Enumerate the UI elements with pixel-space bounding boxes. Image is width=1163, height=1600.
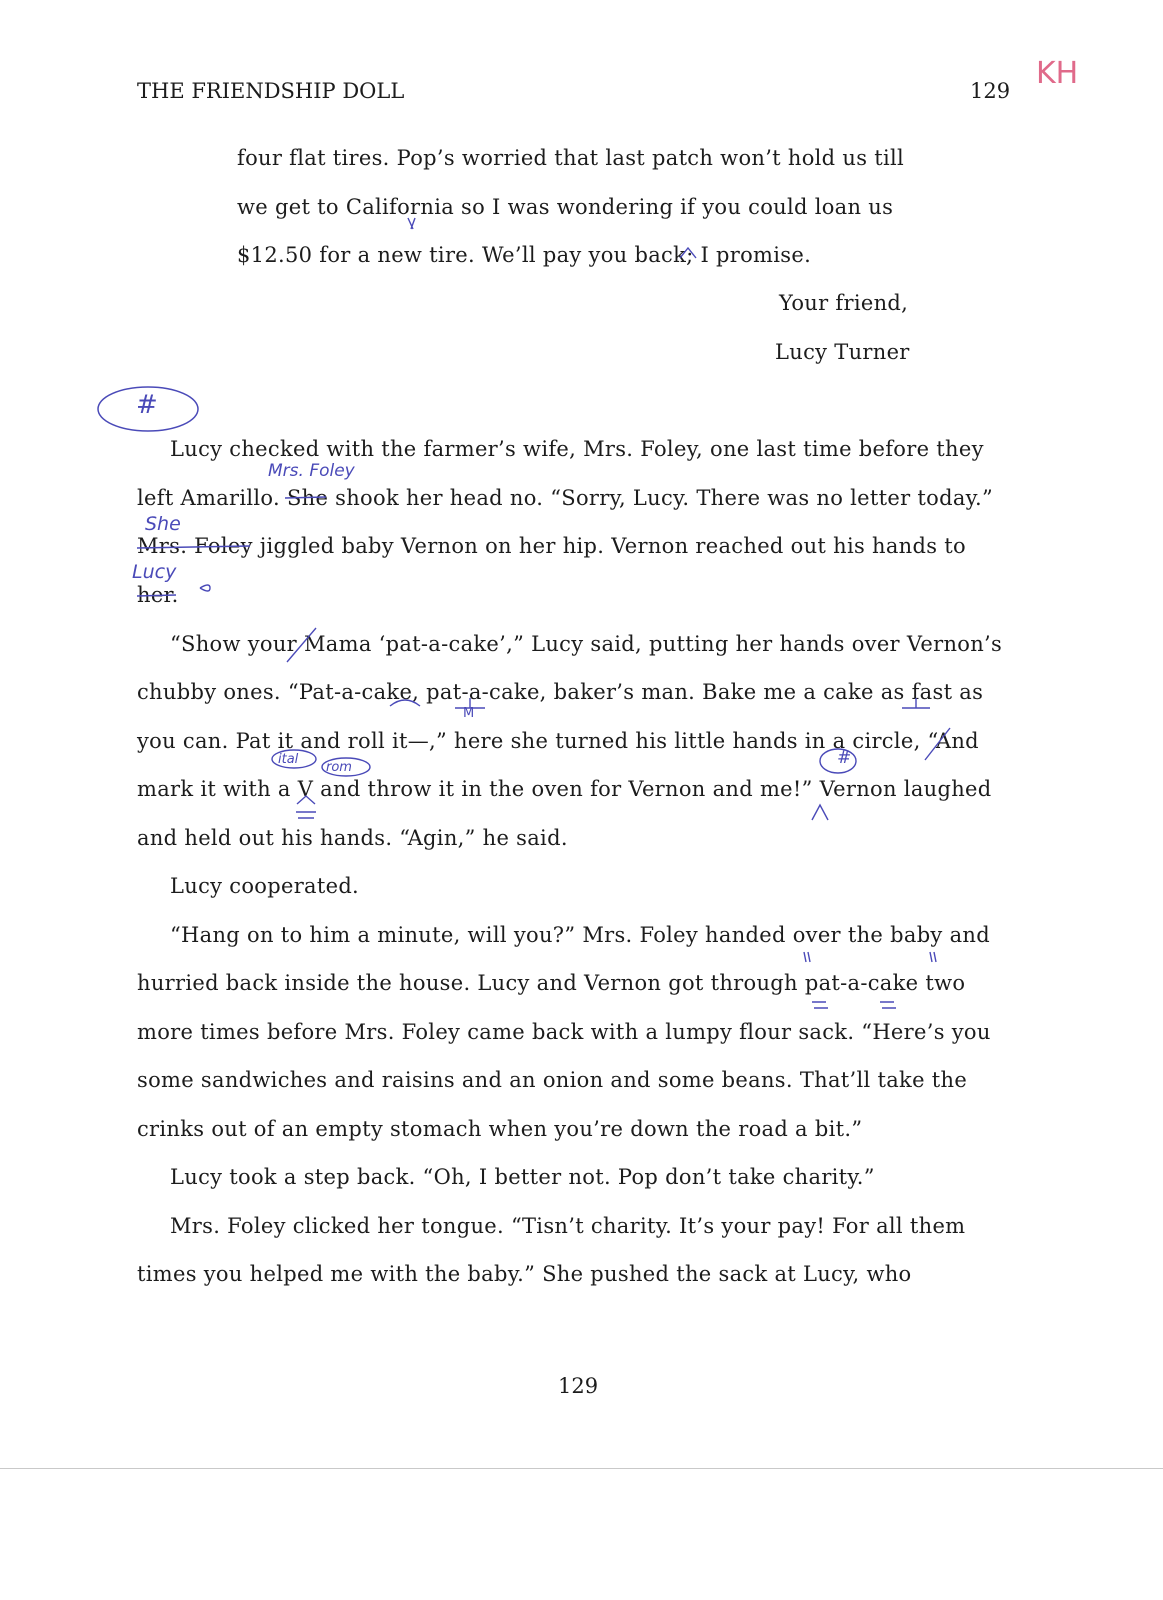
body-line-5: “Show your Mama ‘pat-a-cake’,” Lucy said, putting her hands over Vernon’s [170,632,1003,656]
letter-signature: Lucy Turner [775,340,910,364]
body-line-14: some sandwiches and raisins and an onion and some beans. That’ll take the [137,1068,968,1092]
scan-edge-line [0,1468,1163,1469]
em-dash-mark: M [463,706,475,721]
insert-she: She [145,513,181,535]
body-line-3: Mrs. Foley jiggled baby Vernon on her hip. Vernon reached out his hands to [137,534,966,558]
body-line-17: Mrs. Foley clicked her tongue. “Tisn’t charity. It’s your pay! For all them [170,1214,966,1238]
body-line-9: and held out his hands. “Agin,” he said. [137,826,568,850]
body-line-2: left Amarillo. She shook her head no. “Sorry, Lucy. There was no letter today.” [137,486,994,510]
insert-mrs-foley: Mrs. Foley [268,461,355,481]
body-line-8: mark it with a V and throw it in the oven for Vernon and me!” Vernon laughed [137,777,992,801]
body-line-13: more times before Mrs. Foley came back with a lumpy flour sack. “Here’s you [137,1020,991,1044]
header-page-number: 129 [970,79,1011,103]
editor-initials: KH [1036,56,1079,91]
body-line-7: you can. Pat it and roll it—,” here she turned his little hands in a circle, “And [137,729,979,753]
ital-mark: ital [278,752,299,767]
footer-page-number: 129 [558,1374,599,1398]
letter-closing: Your friend, [779,291,909,315]
body-line-15: crinks out of an empty stomach when you’re down the road a bit.” [137,1117,863,1141]
body-line-16: Lucy took a step back. “Oh, I better not. Pop don’t take charity.” [170,1165,875,1189]
body-line-10: Lucy cooperated. [170,874,360,898]
letter-line-1: four flat tires. Pop’s worried that last patch won’t hold us till [237,146,905,170]
body-line-4: her. [137,583,179,607]
section-break-symbol: # [136,390,158,420]
letter-line-2: we get to California so I was wondering if you could loan us [237,195,894,219]
rom-mark: rom [326,760,352,775]
insert-lucy: Lucy [132,561,177,583]
letter-line-3: $12.50 for a new tire. We’ll pay you back; I promise. [237,243,812,267]
body-line-18: times you helped me with the baby.” She pushed the sack at Lucy, who [137,1262,912,1286]
running-head-title: THE FRIENDSHIP DOLL [137,79,405,103]
body-line-1: Lucy checked with the farmer’s wife, Mrs. Foley, one last time before they [170,437,984,461]
body-line-11: “Hang on to him a minute, will you?” Mrs. Foley handed over the baby and [170,923,990,947]
body-line-6: chubby ones. “Pat-a-cake, pat-a-cake, baker’s man. Bake me a cake as fast as [137,680,984,704]
space-mark: # [837,748,852,768]
body-line-12: hurried back inside the house. Lucy and Vernon got through pat-a-cake two [137,971,966,995]
